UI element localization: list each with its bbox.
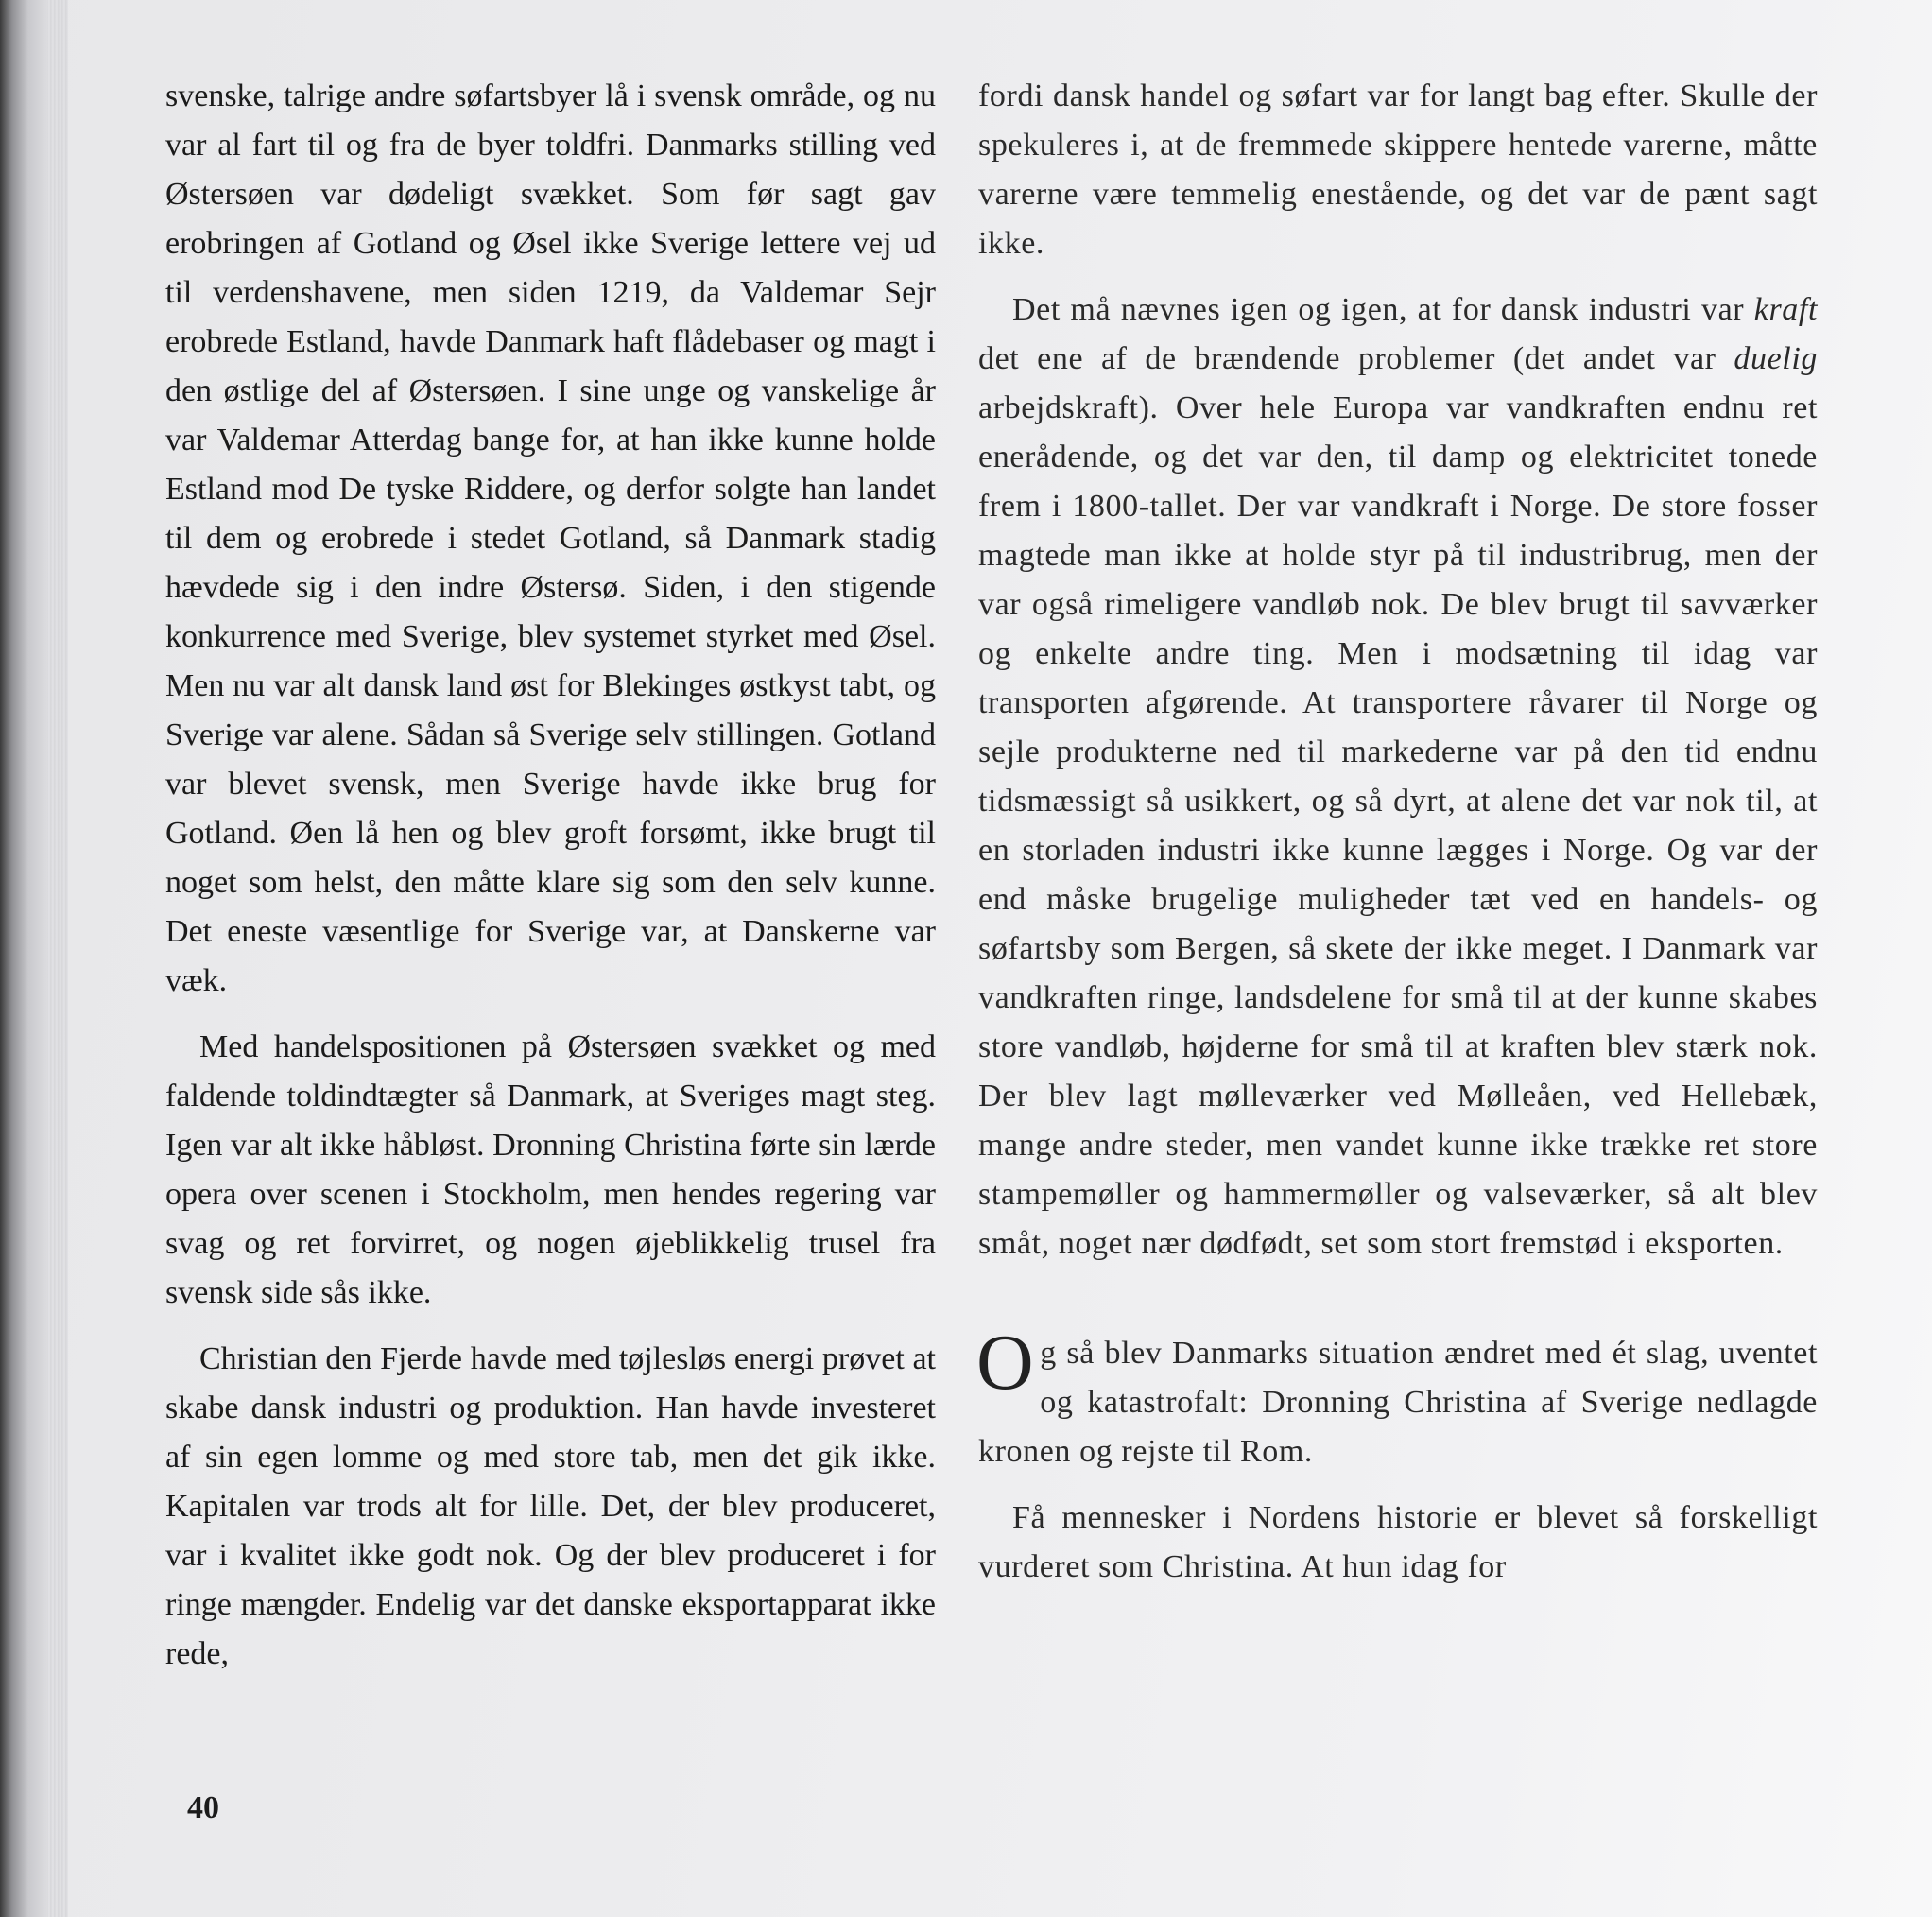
text-segment: det ene af de brændende problemer (det andet var	[978, 341, 1734, 376]
emphasis-text: kraft	[1753, 292, 1818, 327]
page-edges	[47, 0, 68, 1917]
book-spine	[0, 0, 47, 1917]
page-number: 40	[187, 1790, 219, 1825]
paragraph	[978, 285, 1818, 1269]
paragraph: Christian den Fjerde havde med tøjlesløs energi prøvet at skabe dansk industri og produktion. Han havde investeret af sin egen lomme og med store tab, men det gik ikke. Kapitalen var trods alt for lille. Det, der blev produceret, var i kvalitet ikke godt nok. Og der blev produceret i for ringe mængder. Endelig var det danske eksportapparat ikke rede,	[165, 1341, 936, 1671]
emphasis-text: duelig	[1734, 341, 1818, 376]
left-text-column	[165, 72, 936, 1696]
paragraph-with-dropcap	[976, 1319, 1818, 1477]
text-segment: g så blev Danmarks situation ændret med ét slag, uventet og katastrofalt: Dronning Christina af Sverige nedlagde kronen og rejste til Rom.	[978, 1336, 1818, 1469]
drop-cap: O	[976, 1319, 1035, 1407]
paragraph: fordi dansk handel og søfart var for langt bag efter. Skulle der spekuleres i, at de fremmede skippere hentede varerne, måtte varerne være temmelig enestående, og det var de pænt sagt ikke.	[978, 78, 1818, 261]
right-text-column	[978, 72, 1818, 1609]
paragraph: Få mennesker i Nordens historie er blevet så forskelligt vurderet som Christina. At hun idag for	[978, 1500, 1818, 1584]
text-segment: Det må nævnes igen og igen, at for dansk industri var	[1012, 292, 1754, 327]
paragraph: svenske, talrige andre søfartsbyer lå i svensk område, og nu var al fart til og fra de byer toldfri. Danmarks stilling ved Østersøen var dødeligt svækket. Som før sagt gav erobringen af Gotland og Øsel ikke Sverige lettere vej ud til verdenshavene, men siden 1219, da Valdemar Sejr erobrede Estland, havde Danmark haft flådebaser og magt i den østlige del af Østersøen. I sine unge og vanskelige år var Valdemar Atterdag bange for, at han ikke kunne holde Estland mod De tyske Riddere, og derfor solgte han landet til dem og erobrede i stedet Gotland, så Danmark stadig hævdede sig i den indre Østersø. Siden, i den stigende konkurrence med Sverige, blev systemet styrket med Øsel. Men nu var alt dansk land øst for Blekinges østkyst tabt, og Sverige var alene. Sådan så Sverige selv stillingen. Gotland var blevet svensk, men Sverige havde ikke brug for Gotland. Øen lå hen og blev groft forsømt, ikke brugt til noget som helst, den måtte klare sig som den selv kunne. Det eneste væsentlige for Sverige var, at Danskerne var væk.	[165, 78, 936, 998]
paragraph: Med handelspositionen på Østersøen svækket og med faldende toldindtægter så Danmark, at Sveriges magt steg. Igen var alt ikke håbløst. Dronning Christina førte sin lærde opera over scenen i Stockholm, men hendes regering var svag og ret forvirret, og nogen øjeblikkelig trusel fra svensk side sås ikke.	[165, 1029, 936, 1310]
text-segment: arbejdskraft). Over hele Europa var vandkraften endnu ret enerådende, og det var den, til damp og elektricitet tonede frem i 1800-tallet. Der var vandkraft i Norge. De store fosser magtede man ikke at holde styr på til industribrug, men der var også rimeligere vandløb nok. De blev brugt til savværker og enkelte andre ting. Men i modsætning til idag var transporten afgørende. At transportere råvarer til Norge og sejle produkterne ned til markederne var på den tid endnu tidsmæssigt så usikkert, og så dyrt, at alene det var nok til, at en storladen industri ikke kunne lægges i Norge. Og var der end måske brugelige muligheder tæt ved en handels- og søfartsby som Bergen, så skete der ikke meget. I Danmark var vandkraften ringe, landsdelene for små til at der kunne skabes store vandløb, højderne for små til at kraften blev stærk nok. Der blev lagt mølleværker ved Mølleåen, ved Hellebæk, mange andre steder, men vandet kunne ikke trække ret store stampemøller og hammermøller og valseværker, så alt blev småt, noget nær dødfødt, set som stort fremstød i eksporten.	[978, 390, 1818, 1261]
